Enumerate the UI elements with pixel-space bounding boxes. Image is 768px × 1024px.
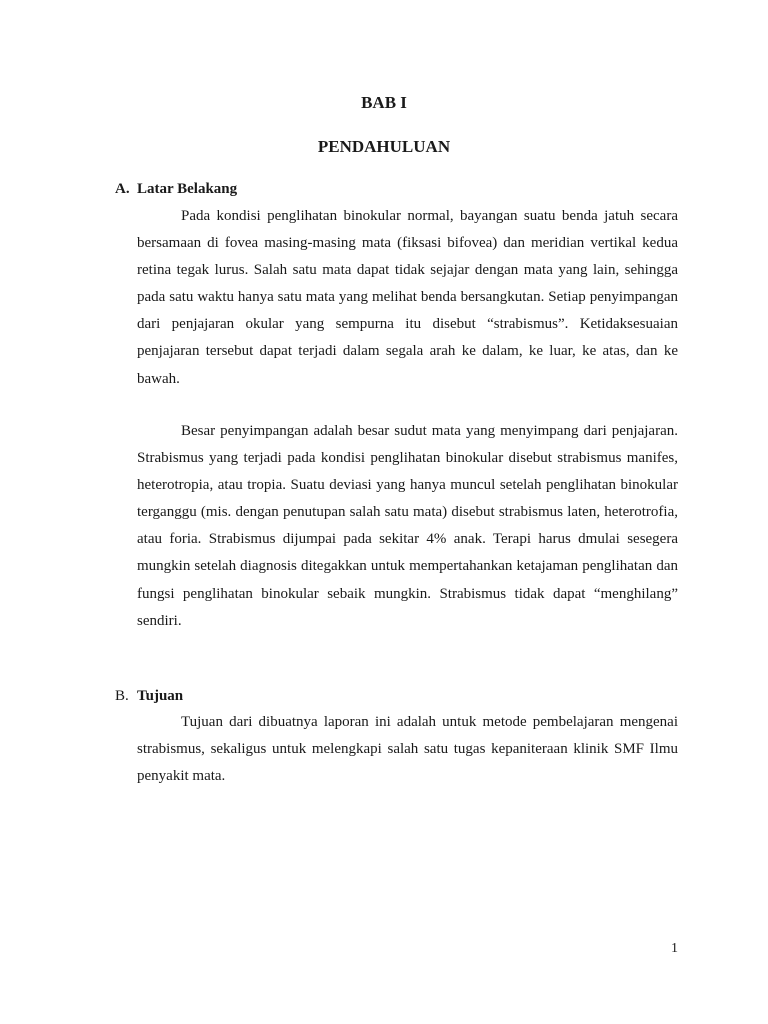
section-title: Latar Belakang (137, 181, 238, 197)
page-number: 1 (671, 941, 678, 956)
chapter-number: BAB I (361, 93, 407, 112)
section-title: Tujuan (137, 688, 184, 704)
paragraph-latar-belakang-1: Pada kondisi penglihatan binokular normal, bayangan suatu benda jatuh secara bersamaan di fovea masing-masing mata (fiksasi bifovea) dan meridian vertikal kedua retina tegak lurus. Salah satu mata dapat tidak sejajar dengan mata yang lain, sehingga pada satu waktu hanya satu mata yang melihat benda bersangkutan. Setiap penyimpangan dari penjajaran okular yang sempurna itu disebut “strabismus”. Ketidaksesuaian penjajaran tersebut dapat terjadi dalam segala arah ke dalam, ke luar, ke atas, dan ke bawah. (137, 208, 678, 387)
paragraph-tujuan: Tujuan dari dibuatnya laporan ini adalah untuk metode pembelajaran mengenai strabismus, sekaligus untuk melengkapi salah satu tugas kepaniteraan klinik SMF Ilmu penyakit mata. (137, 714, 678, 785)
section-heading-latar-belakang (115, 181, 237, 198)
section-letter: A. (115, 181, 130, 197)
section-letter: B. (115, 688, 129, 704)
section-heading-tujuan (115, 688, 183, 705)
paragraph-latar-belakang-2: Besar penyimpangan adalah besar sudut mata yang menyimpang dari penjajaran. Strabismus yang terjadi pada kondisi penglihatan binokular disebut strabismus manifes, heterotropia, atau tropia. Suatu deviasi yang hanya muncul setelah penglihatan binokular terganggu (mis. dengan penutupan salah satu mata) disebut strabismus laten, heterotrofia, atau foria. Strabismus dijumpai pada sekitar 4% anak. Terapi harus dmulai sesegera mungkin setelah diagnosis ditegakkan untuk mempertahankan ketajaman penglihatan dan fungsi penglihatan binokular sebaik mungkin. Strabismus tidak dapat “menghilang” sendiri. (137, 423, 678, 629)
chapter-title: PENDAHULUAN (317, 137, 451, 156)
